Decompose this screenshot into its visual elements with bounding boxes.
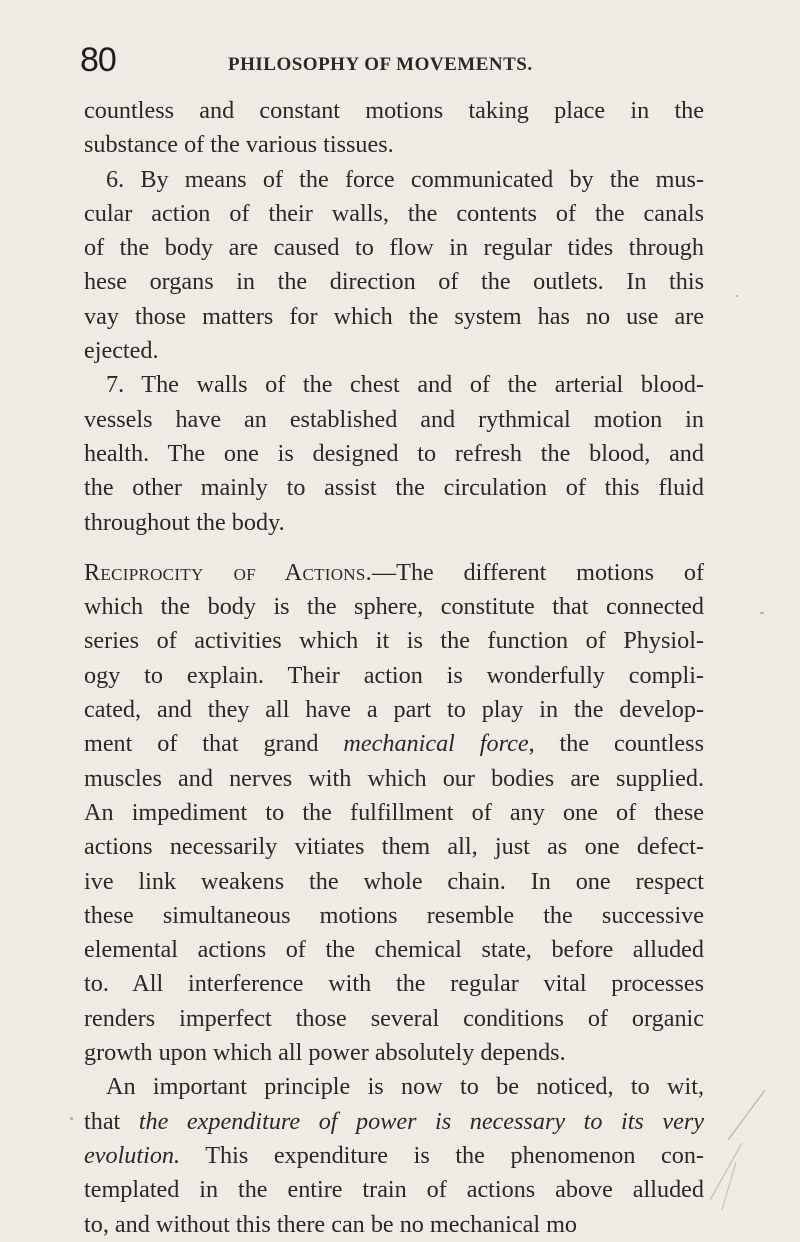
text-line: An impediment to the fulfillment of any one of these bbox=[84, 798, 704, 826]
italic-phrase: evolution. bbox=[84, 1141, 181, 1169]
page-number: 80 bbox=[80, 41, 116, 79]
italic-phrase: the expenditure of power is necessary to its very bbox=[138, 1107, 704, 1135]
text-span: —The different motions of bbox=[371, 558, 704, 586]
text-line: to, and without this there can be no mechanical mo bbox=[84, 1210, 578, 1238]
text-line: 7. The walls of the chest and of the arterial blood- bbox=[106, 371, 704, 399]
text-line bbox=[84, 727, 704, 761]
text-line: the other mainly to assist the circulation of this fluid bbox=[84, 474, 704, 502]
text-span: ment of that grand bbox=[84, 730, 344, 758]
text-line: An important principle is now to be noticed, to wit, bbox=[106, 1073, 704, 1101]
text-line: renders imperfect those several conditions of organic bbox=[84, 1004, 704, 1032]
text-line: ive link weakens the whole chain. In one respect bbox=[84, 867, 704, 895]
text-line: vay those matters for which the system has no use are bbox=[84, 302, 704, 330]
text-line: to. All interference with the regular vital processes bbox=[84, 970, 704, 998]
text-line: templated in the entire train of actions above alluded bbox=[84, 1176, 704, 1204]
text-line bbox=[84, 1139, 704, 1173]
text-line: cated, and they all have a part to play in the develop- bbox=[84, 696, 704, 724]
text-line: of the body are caused to flow in regular tides through bbox=[84, 234, 704, 262]
text-line bbox=[84, 1105, 704, 1139]
text-line: which the body is the sphere, constitute that connected bbox=[84, 593, 704, 621]
text-span: , the countless bbox=[528, 730, 704, 758]
scan-speck bbox=[736, 295, 738, 297]
text-line: cular action of their walls, the contents of the canals bbox=[84, 199, 704, 227]
section-heading: Reciprocity of Actions. bbox=[84, 558, 372, 586]
text-line: health. The one is designed to refresh the blood, and bbox=[84, 439, 704, 467]
running-head: PHILOSOPHY OF MOVEMENTS. bbox=[228, 54, 533, 75]
text-line: elemental actions of the chemical state, before alluded bbox=[84, 936, 704, 964]
text-line: ejected. bbox=[84, 337, 159, 365]
text-line: actions necessarily vitiates them all, just as one defect- bbox=[84, 833, 704, 861]
text-line: countless and constant motions taking place in the bbox=[84, 97, 704, 124]
text-line: hese organs in the direction of the outlets. In this bbox=[84, 268, 704, 296]
body-text bbox=[84, 94, 704, 1242]
page-header bbox=[80, 40, 720, 90]
text-line: ogy to explain. Their action is wonderfully compli- bbox=[84, 661, 704, 689]
text-span: This expenditure is the phenomenon con- bbox=[180, 1141, 704, 1169]
text-line: growth upon which all power absolutely depends. bbox=[84, 1039, 566, 1067]
text-line bbox=[84, 556, 704, 590]
text-span: that bbox=[84, 1107, 139, 1135]
text-line: these simultaneous motions resemble the successive bbox=[84, 901, 704, 929]
text-line: vessels have an established and rythmical motion in bbox=[84, 405, 704, 433]
scan-speck bbox=[760, 612, 764, 614]
italic-phrase: mechanical force bbox=[343, 730, 529, 758]
text-line: throughout the body. bbox=[84, 508, 285, 536]
scan-speck bbox=[70, 1117, 73, 1120]
text-line: 6. By means of the force communicated by the mus- bbox=[106, 165, 704, 193]
text-line: substance of the various tissues. bbox=[84, 131, 394, 159]
text-line: muscles and nerves with which our bodies are supplied. bbox=[84, 764, 704, 792]
text-line: series of activities which it is the function of Physiol- bbox=[84, 627, 704, 655]
